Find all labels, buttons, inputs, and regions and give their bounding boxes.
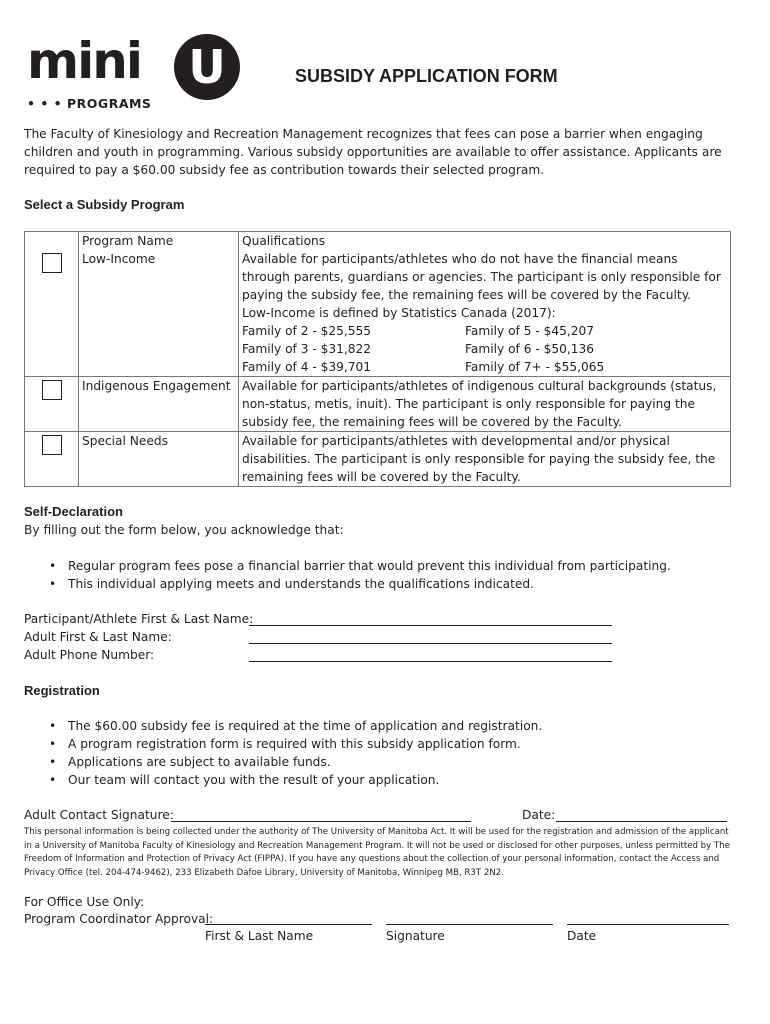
family-threshold: Family of 7+ - $55,065 xyxy=(465,360,605,374)
self-declaration-heading: Self-Declaration xyxy=(24,504,123,519)
approval-date-field[interactable] xyxy=(567,924,729,925)
checkbox-cell xyxy=(25,432,79,487)
family-threshold: Family of 2 - $25,555 xyxy=(242,324,372,338)
program-name-special-needs: Special Needs xyxy=(79,432,239,487)
low-income-definition: Low-Income is defined by Statistics Canada (2017): xyxy=(242,306,556,320)
family-threshold: Family of 4 - $39,701 xyxy=(242,360,372,374)
office-use-label: For Office Use Only: xyxy=(24,895,145,909)
list-item: • The $60.00 subsidy fee is required at the time of application and registration. xyxy=(45,717,542,735)
qualifications-cell xyxy=(239,232,731,377)
list-item: • Our team will contact you with the result of your application. xyxy=(45,771,542,789)
approval-name-caption: First & Last Name xyxy=(205,929,314,943)
adult-phone-field[interactable] xyxy=(249,661,612,662)
program-name-header: Program Name xyxy=(82,234,174,248)
participant-name-field[interactable] xyxy=(249,625,612,626)
signature-field[interactable] xyxy=(171,821,471,822)
subsidy-program-table xyxy=(24,231,731,487)
list-item: • Regular program fees pose a financial barrier that would prevent this individual from participating. xyxy=(45,557,671,575)
self-declaration-lead: By filling out the form below, you acknowledge that: xyxy=(24,523,344,537)
select-program-heading: Select a Subsidy Program xyxy=(24,197,185,212)
indigenous-qualification: Available for participants/athletes of indigenous cultural backgrounds (status, non-status, metis, inuit). The participant is only responsible for paying the subsidy fee, the remaining fees will be covered by the Faculty. xyxy=(239,377,731,432)
logo-subtitle: • • • PROGRAMS xyxy=(27,96,152,111)
table-row xyxy=(25,232,731,377)
adult-name-label: Adult First & Last Name: xyxy=(24,630,172,644)
family-threshold: Family of 5 - $45,207 xyxy=(465,324,595,338)
checkbox-cell xyxy=(25,377,79,432)
signature-label: Adult Contact Signature: xyxy=(24,808,174,822)
adult-name-field[interactable] xyxy=(249,643,612,644)
logo-u-circle: U xyxy=(174,34,240,100)
coordinator-approval-label: Program Coordinator Approval: xyxy=(24,912,214,926)
special-needs-checkbox[interactable] xyxy=(42,435,62,455)
list-item: • A program registration form is required with this subsidy application form. xyxy=(45,735,542,753)
table-row xyxy=(25,377,731,432)
minu-programs-logo xyxy=(27,34,242,114)
logo-wordmark: mini xyxy=(27,32,141,90)
form-title: SUBSIDY APPLICATION FORM xyxy=(295,66,558,86)
program-name-low-income: Low-Income xyxy=(82,252,156,266)
list-item: • This individual applying meets and understands the qualifications indicated. xyxy=(45,575,671,593)
family-threshold-row xyxy=(242,358,727,376)
declaration-list xyxy=(45,557,671,593)
approval-name-field[interactable] xyxy=(205,924,372,925)
program-name-cell xyxy=(79,232,239,377)
checkbox-cell xyxy=(25,232,79,377)
table-row xyxy=(25,432,731,487)
family-threshold-row xyxy=(242,322,727,340)
intro-paragraph: The Faculty of Kinesiology and Recreation Management recognizes that fees can pose a barrier when engaging children and youth in programming. Various subsidy opportunities are available to offer assistance. Applicants are required to pay a $60.00 subsidy fee as contribution towards their selected program. xyxy=(24,127,722,177)
registration-heading: Registration xyxy=(24,683,100,698)
low-income-qualification: Available for participants/athletes who do not have the financial means through parents, guardians or agencies. The participant is only responsible for paying the subsidy fee, the remaining fees will be covered by the Faculty. xyxy=(242,252,721,302)
qualifications-header: Qualifications xyxy=(242,234,326,248)
signature-date-field[interactable] xyxy=(556,821,727,822)
family-threshold-row xyxy=(242,340,727,358)
family-threshold: Family of 6 - $50,136 xyxy=(465,342,595,356)
participant-name-label: Participant/Athlete First & Last Name: xyxy=(24,612,254,626)
signature-date-label: Date: xyxy=(522,808,556,822)
approval-date-caption: Date xyxy=(567,929,597,943)
low-income-checkbox[interactable] xyxy=(42,253,62,273)
list-item: • Applications are subject to available funds. xyxy=(45,753,542,771)
adult-phone-label: Adult Phone Number: xyxy=(24,648,155,662)
registration-list xyxy=(45,717,542,789)
program-name-indigenous: Indigenous Engagement xyxy=(79,377,239,432)
indigenous-engagement-checkbox[interactable] xyxy=(42,380,62,400)
privacy-notice: This personal information is being collected under the authority of The University of Manitoba Act. It will be used for the registration and admission of the applicant in a University of Manitoba Faculty of Kinesiology and Recreation Management Program. It will not be used or disclosed for other purposes, unless permitted by The Freedom of Information and Protection of Privacy Act (FIPPA). If you have any questions about the collection of your personal information, contact the Access and Privacy Office (tel. 204-474-9462), 233 Elizabeth Dafoe Library, University of Manitoba, Winnipeg MB, R3T 2N2. xyxy=(24,827,730,878)
approval-signature-field[interactable] xyxy=(386,924,553,925)
approval-signature-caption: Signature xyxy=(386,929,445,943)
family-threshold: Family of 3 - $31,822 xyxy=(242,342,372,356)
special-needs-qualification: Available for participants/athletes with developmental and/or physical disabilities. The participant is only responsible for paying the subsidy fee, the remaining fees will be covered by the Faculty. xyxy=(239,432,731,487)
